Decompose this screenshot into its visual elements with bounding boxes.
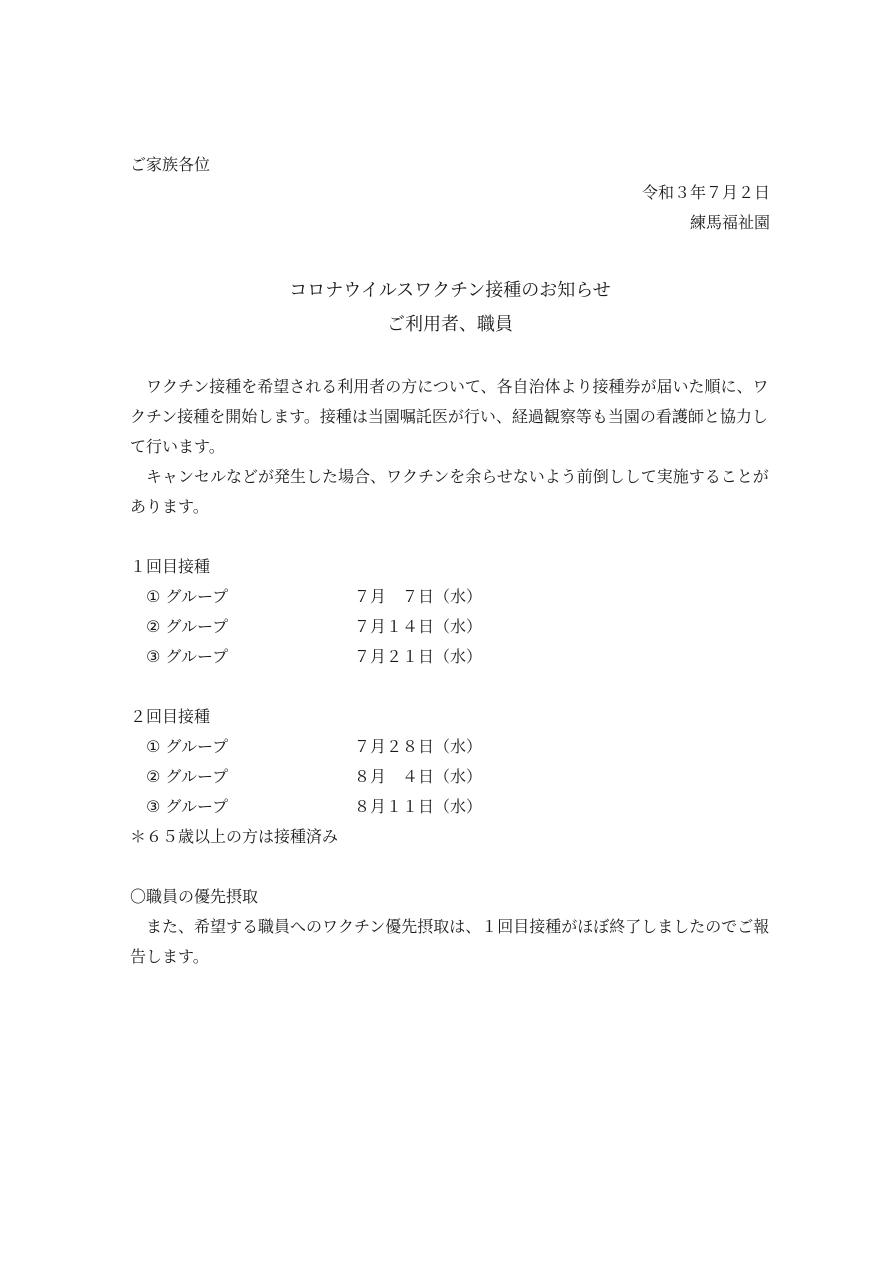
body-text bbox=[130, 372, 770, 522]
group-date: ７月２１日（水） bbox=[354, 647, 483, 666]
title-block bbox=[130, 274, 770, 342]
group-label: ② グループ bbox=[146, 617, 229, 636]
staff-heading: 〇職員の優先摂取 bbox=[130, 887, 259, 906]
spacer bbox=[130, 672, 770, 702]
staff-section bbox=[130, 882, 770, 972]
schedule-row bbox=[130, 792, 770, 822]
group-date: ７月 ７日（水） bbox=[354, 587, 483, 606]
schedule-row bbox=[130, 582, 770, 612]
body-paragraph-2: キャンセルなどが発生した場合、ワクチンを余らせないよう前倒しして実施することがあります。 bbox=[130, 467, 769, 516]
addressee: ご家族各位 bbox=[130, 155, 211, 174]
first-dose-heading: １回目接種 bbox=[130, 557, 211, 576]
schedule-row bbox=[130, 642, 770, 672]
group-date: ７月１４日（水） bbox=[354, 617, 483, 636]
staff-paragraph: また、希望する職員へのワクチン優先摂取は、１回目接種がほぼ終了しましたのでご報告します。 bbox=[130, 917, 770, 966]
group-label: ③ グループ bbox=[146, 647, 229, 666]
second-dose-heading: ２回目接種 bbox=[130, 707, 211, 726]
group-label: ② グループ bbox=[146, 767, 229, 786]
notice-document bbox=[130, 150, 770, 972]
issue-date: 令和３年７月２日 bbox=[641, 183, 770, 202]
sender: 練馬福祉園 bbox=[689, 213, 770, 232]
group-label: ① グループ bbox=[146, 737, 229, 756]
schedule-row bbox=[130, 762, 770, 792]
body-paragraph-1: ワクチン接種を希望される利用者の方について、各自治体より接種券が届いた順に、ワクチン接種を開始します。接種は当園嘱託医が行い、経過観察等も当園の看護師と協力して行います。 bbox=[130, 377, 769, 456]
document-subtitle: ご利用者、職員 bbox=[387, 314, 513, 335]
group-date: ８月１１日（水） bbox=[354, 797, 483, 816]
group-label: ① グループ bbox=[146, 587, 229, 606]
group-label: ③ グループ bbox=[146, 797, 229, 816]
schedule-row bbox=[130, 732, 770, 762]
schedule-row bbox=[130, 612, 770, 642]
age-note: ＊６５歳以上の方は接種済み bbox=[130, 827, 339, 846]
group-date: ８月 ４日（水） bbox=[354, 767, 483, 786]
group-date: ７月２８日（水） bbox=[354, 737, 483, 756]
document-title: コロナウイルスワクチン接種のお知らせ bbox=[289, 280, 611, 301]
vaccination-schedule bbox=[130, 552, 770, 852]
